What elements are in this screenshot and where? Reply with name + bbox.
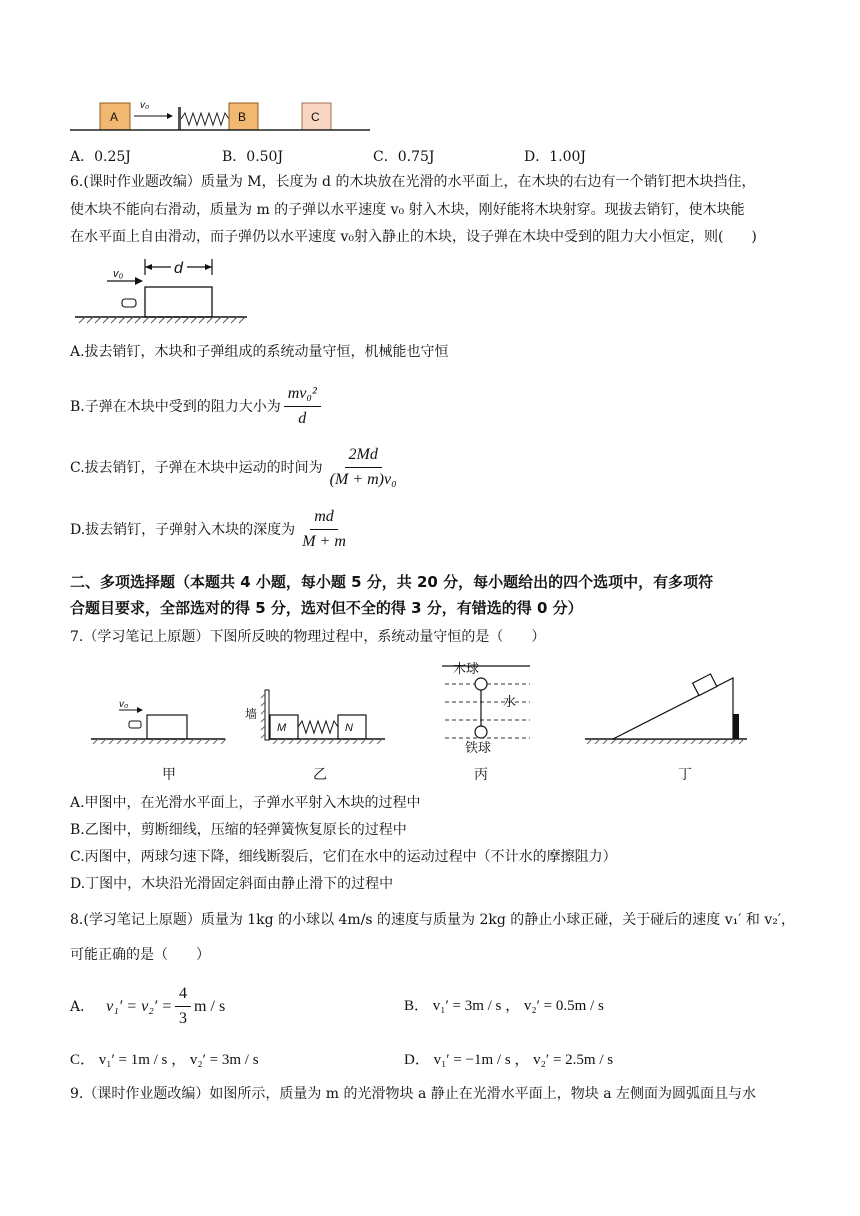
fraction-denominator: M + m [302,533,346,550]
fraction-numerator: 2Md [345,445,382,468]
q6-option-c-fraction [326,445,401,490]
q8-option-a-expr: v₁′ = v₂′ = [106,997,173,1015]
svg-text:N: N [345,722,353,734]
q6-option-b-text: B.子弹在木块中受到的阻力大小为 [70,398,281,415]
v0-label: v₀ [113,268,124,280]
fraction-numerator: mv₀² [284,384,321,407]
q8-option-a-label: A． [70,998,95,1015]
q9-stem-line1: 9.（课时作业题改编）如图所示，质量为 m 的光滑物块 a 静止在光滑水平面上，物块 a 左侧面为圆弧面且与水 [70,1086,757,1102]
q5-option-d[interactable]: D．1.00J [524,149,587,165]
q5-option-b[interactable]: B．0.50J [222,149,284,165]
fraction-denominator: d [298,410,307,427]
fraction-numerator: 4 [175,984,191,1007]
d-label: d [174,260,183,277]
caption-ding: 丁 [678,767,692,783]
q6-stem-line2: 使木块不能向右滑动，质量为 m 的子弹以水平速度 v₀ 射入木块，刚好能将木块射穿。现拔去销钉，使木块能 [70,202,745,218]
collision-figure [70,95,380,140]
section2-heading-line2: 合题目要求，全部选对的得 5 分，选对但不全的得 3 分，有错选的得 0 分） [70,599,583,617]
fraction-numerator: md [310,507,338,530]
block-c-label: C [311,110,320,124]
q8-option-a[interactable] [70,984,225,1029]
q8-option-a-fraction [175,984,191,1029]
q8-option-c[interactable]: C． v₁′ = 1m / s ， v₂′ = 3m / s [70,1052,259,1068]
q8-stem-line1: 8.(学习笔记上原题）质量为 1kg 的小球以 4m/s 的速度与质量为 2kg 的静止小球正碰，关于碰后的速度 v₁′ 和 v₂′， [70,912,796,928]
q7-option-c[interactable]: C.丙图中，两球匀速下降，细线断裂后，它们在水中的运动过程中（不计水的摩擦阻力） [70,849,617,865]
q8-option-d[interactable]: D． v₁′ = −1m / s ， v₂′ = 2.5m / s [404,1052,614,1068]
q6-option-a[interactable]: A.拔去销钉，木块和子弹组成的系统动量守恒，机械能也守恒 [70,344,449,360]
svg-text:M: M [277,722,287,734]
section2-heading-line1: 二、多项选择题（本题共 4 小题，每小题 5 分，共 20 分，每小题给出的四个选项中，有多项符 [70,573,714,591]
q8-stem-line2: 可能正确的是（ ） [70,947,210,963]
q7-option-b[interactable]: B.乙图中，剪断细线，压缩的轻弹簧恢复原长的过程中 [70,822,407,838]
block-a-label: A [110,110,119,124]
fraction-denominator: 3 [179,1010,188,1027]
q6-option-d[interactable] [70,507,353,552]
q7-option-a[interactable]: A.甲图中，在光滑水平面上，子弹水平射入木块的过程中 [70,795,421,811]
q8-option-b[interactable]: B． v₁′ = 3m / s ， v₂′ = 0.5m / s [404,998,604,1014]
q7-figures [85,660,755,755]
q5-option-c[interactable]: C．0.75J [373,149,435,165]
q8-option-a-unit: m / s [194,997,226,1015]
q7-option-d[interactable]: D.丁图中，木块沿光滑固定斜面由静止滑下的过程中 [70,876,394,892]
v0-label: v₀ [140,100,150,111]
q6-option-b[interactable] [70,384,324,429]
q6-option-c[interactable] [70,445,404,490]
q6-stem-line1: 6.(课时作业题改编）质量为 M，长度为 d 的木块放在光滑的水平面上，在木块的右边有一个销钉把木块挡住， [70,174,756,190]
q6-option-c-text: C.拔去销钉，子弹在木块中运动的时间为 [70,459,323,476]
q7-stem: 7.（学习笔记上原题）下图所反映的物理过程中，系统动量守恒的是（ ） [70,629,546,645]
q6-option-b-fraction [284,384,321,429]
block-b-label: B [238,110,247,124]
caption-jia: 甲 [162,767,176,783]
figure-yi [245,690,385,744]
bullet [122,299,136,307]
bullet-block-figure [75,255,255,330]
spring [181,113,229,125]
caption-bing: 丙 [474,767,488,783]
q6-option-d-fraction [298,507,350,552]
q6-option-d-text: D.拔去销钉，子弹射入木块的深度为 [70,521,296,538]
caption-yi: 乙 [313,767,327,783]
wood-ball-label: 木球 [453,661,480,676]
figure-ding [585,674,747,744]
wooden-block [145,287,212,317]
q5-option-a[interactable]: A．0.25J [70,149,131,165]
iron-ball-label: 铁球 [465,740,492,755]
fraction-denominator: (M + m)v₀ [329,471,397,488]
water-label: 水 [503,694,517,709]
figure-jia [91,699,226,744]
wall-label: 墙 [245,707,258,721]
svg-text:v₀: v₀ [119,699,129,710]
figure-bing [442,661,530,755]
q6-stem-line3: 在水平面上自由滑动，而子弹仍以水平速度 v₀射入静止的木块，设子弹在木块中受到的阻力大小恒定，则( ) [70,229,757,245]
